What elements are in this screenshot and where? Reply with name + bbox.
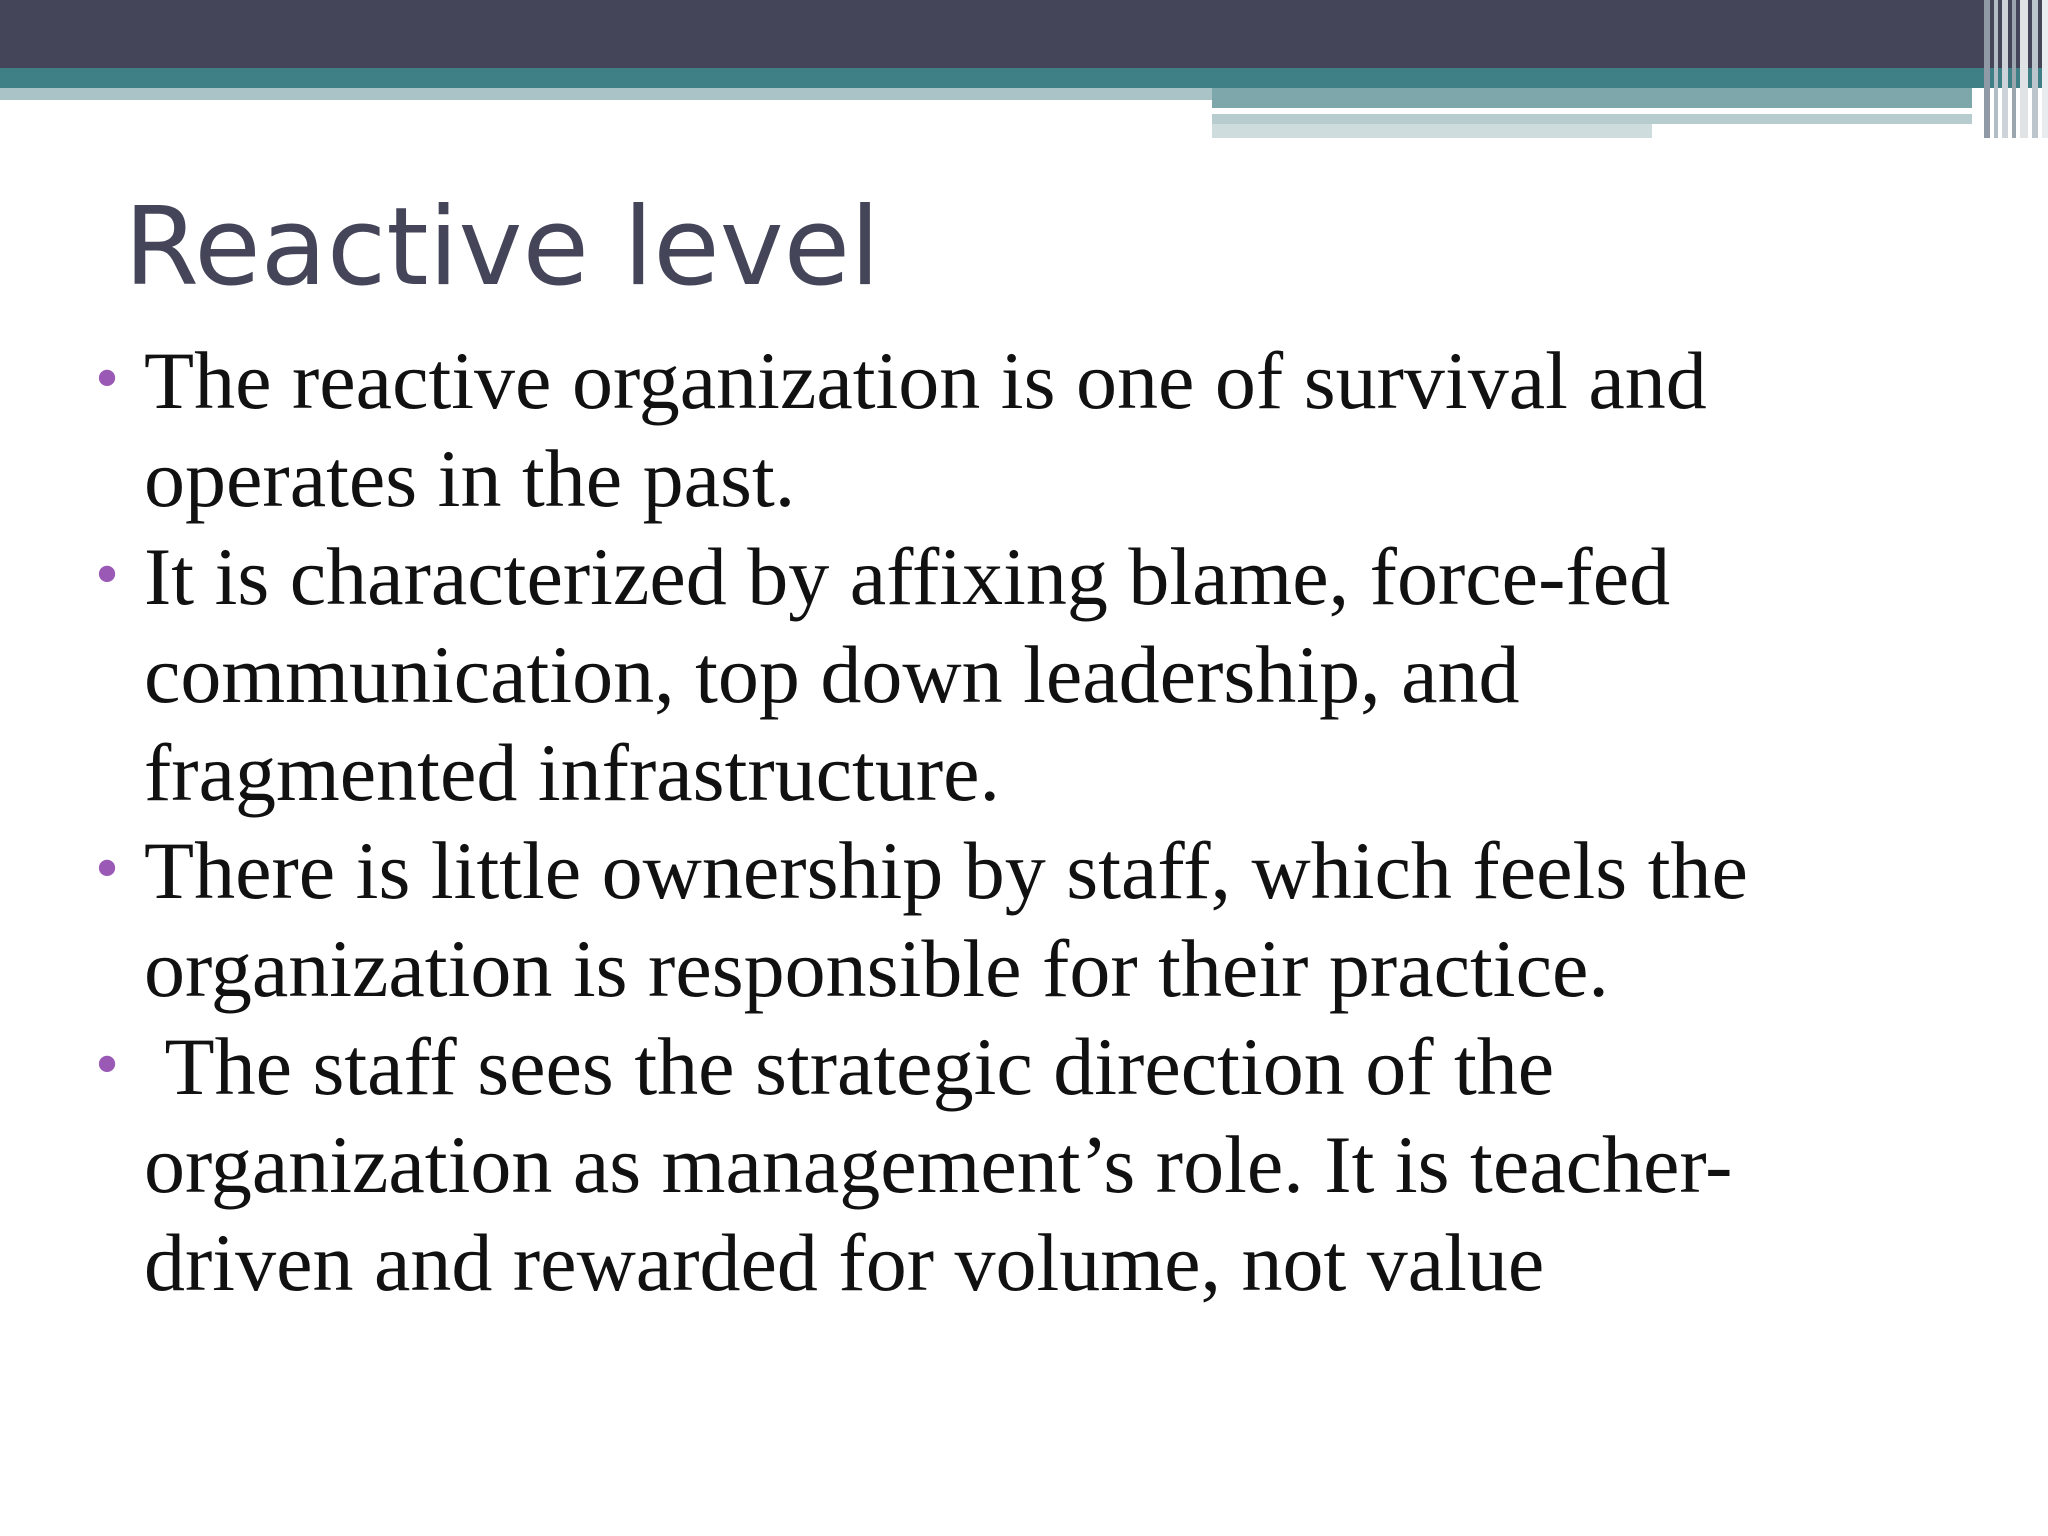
bullet-marker: •	[90, 348, 124, 413]
bullet-item	[86, 822, 1896, 1018]
bullet-text: The reactive organization is one of survival and operates in the past.	[144, 335, 1707, 524]
bullet-list	[86, 332, 1896, 1312]
header-stripe	[2020, 0, 2028, 138]
bullet-text: There is little ownership by staff, which feels the organization is responsible for their practice.	[144, 825, 1748, 1014]
bullet-text: It is characterized by affixing blame, force-fed communication, top down leadership, and fragmented infrastructure.	[144, 531, 1671, 818]
bullet-item	[86, 332, 1896, 528]
header-stripe	[1994, 0, 1998, 138]
header-band-light-right	[1212, 88, 1972, 108]
header-band-light-left	[0, 88, 1212, 100]
header-stripe	[2002, 0, 2008, 138]
header-band-dark	[0, 0, 2048, 68]
slide-title: Reactive level	[124, 185, 881, 310]
bullet-text: The staff sees the strategic direction of the organization as management’s role. It is teacher-driven and rewarded for volume, not value	[144, 1021, 1733, 1308]
header-stripe	[2032, 0, 2038, 138]
header-stripe	[1984, 0, 1990, 138]
header-stripe	[2012, 0, 2016, 138]
bullet-marker: •	[90, 544, 124, 609]
header-band-thin-2	[1212, 114, 1972, 124]
header-band-teal	[0, 68, 2048, 88]
header-band-thin-3	[1212, 124, 1652, 138]
bullet-marker: •	[90, 1034, 124, 1099]
bullet-item	[86, 528, 1896, 822]
bullet-item	[86, 1018, 1896, 1312]
bullet-marker: •	[90, 838, 124, 903]
header-stripe	[2042, 0, 2048, 138]
